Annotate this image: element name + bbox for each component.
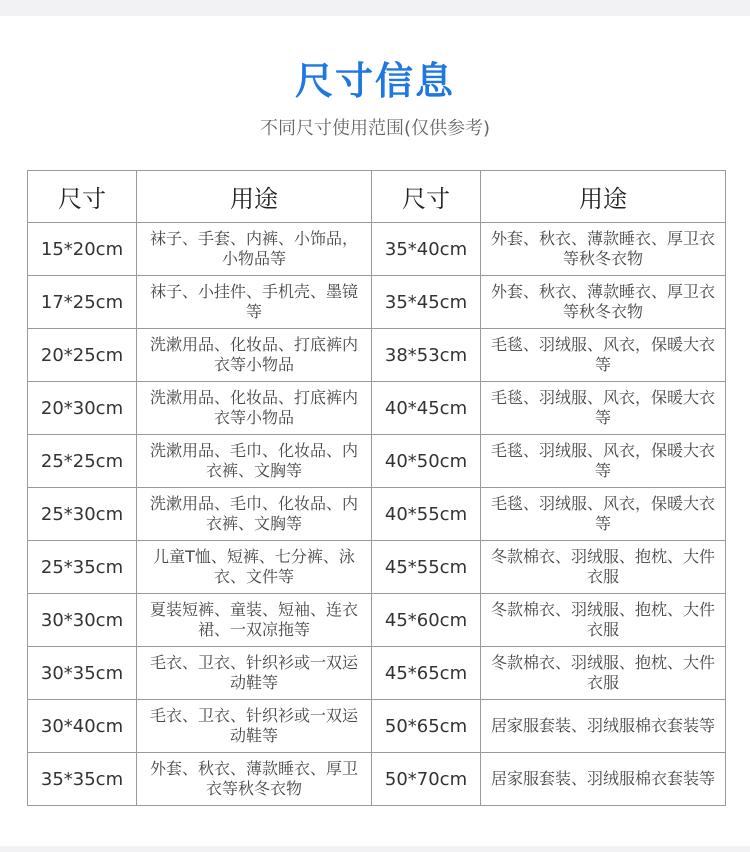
size-cell: 50*70cm [372, 753, 481, 806]
size-cell: 50*65cm [372, 700, 481, 753]
size-cell: 35*45cm [372, 276, 481, 329]
size-cell: 45*60cm [372, 594, 481, 647]
use-cell: 外套、秋衣、薄款睡衣、厚卫衣等秋冬衣物 [481, 223, 726, 276]
header-use-2: 用途 [481, 171, 726, 223]
table-row [28, 223, 726, 276]
use-cell: 洗漱用品、化妆品、打底裤内衣等小物品 [137, 329, 372, 382]
table-row [28, 541, 726, 594]
size-cell: 45*55cm [372, 541, 481, 594]
size-cell: 30*40cm [28, 700, 137, 753]
table-row [28, 647, 726, 700]
use-cell: 冬款棉衣、羽绒服、抱枕、大件衣服 [481, 647, 726, 700]
size-cell: 38*53cm [372, 329, 481, 382]
use-cell: 毛毯、羽绒服、风衣，保暖大衣等 [481, 329, 726, 382]
size-cell: 20*30cm [28, 382, 137, 435]
size-cell: 35*35cm [28, 753, 137, 806]
bottom-band [0, 846, 750, 852]
use-cell: 洗漱用品、毛巾、化妆品、内衣裤、文胸等 [137, 435, 372, 488]
header-use-1: 用途 [137, 171, 372, 223]
use-cell: 冬款棉衣、羽绒服、抱枕、大件衣服 [481, 541, 726, 594]
table-row [28, 753, 726, 806]
size-cell: 45*65cm [372, 647, 481, 700]
size-cell: 20*25cm [28, 329, 137, 382]
table-row [28, 700, 726, 753]
use-cell: 儿童T恤、短裤、七分裤、泳衣、文件等 [137, 541, 372, 594]
header-size-2: 尺寸 [372, 171, 481, 223]
size-cell: 40*50cm [372, 435, 481, 488]
use-cell: 夏装短裤、童装、短袖、连衣裙、一双凉拖等 [137, 594, 372, 647]
page-subtitle: 不同尺寸使用范围(仅供参考) [259, 118, 491, 139]
table-row [28, 435, 726, 488]
size-cell: 40*45cm [372, 382, 481, 435]
table-header-row [28, 171, 726, 223]
use-cell: 毛毯、羽绒服、风衣，保暖大衣等 [481, 435, 726, 488]
table-row [28, 488, 726, 541]
use-cell: 洗漱用品、毛巾、化妆品、内衣裤、文胸等 [137, 488, 372, 541]
use-cell: 居家服套装、羽绒服棉衣套装等 [481, 700, 726, 753]
size-cell: 30*30cm [28, 594, 137, 647]
use-cell: 袜子、手套、内裤、小饰品，小物品等 [137, 223, 372, 276]
page-title: 尺寸信息 [294, 59, 455, 103]
table-row [28, 329, 726, 382]
size-cell: 40*55cm [372, 488, 481, 541]
use-cell: 居家服套装、羽绒服棉衣套装等 [481, 753, 726, 806]
use-cell: 毛衣、卫衣、针织衫或一双运动鞋等 [137, 700, 372, 753]
header-size-1: 尺寸 [28, 171, 137, 223]
size-cell: 25*35cm [28, 541, 137, 594]
use-cell: 毛毯、羽绒服、风衣，保暖大衣等 [481, 382, 726, 435]
use-cell: 洗漱用品、化妆品、打底裤内衣等小物品 [137, 382, 372, 435]
top-band [0, 0, 750, 16]
size-cell: 25*30cm [28, 488, 137, 541]
size-cell: 35*40cm [372, 223, 481, 276]
size-cell: 30*35cm [28, 647, 137, 700]
use-cell: 外套、秋衣、薄款睡衣、厚卫衣等秋冬衣物 [481, 276, 726, 329]
size-cell: 17*25cm [28, 276, 137, 329]
table-row [28, 276, 726, 329]
size-cell: 25*25cm [28, 435, 137, 488]
size-table [27, 170, 726, 806]
table-row [28, 382, 726, 435]
size-cell: 15*20cm [28, 223, 137, 276]
use-cell: 袜子、小挂件、手机壳、墨镜等 [137, 276, 372, 329]
use-cell: 毛毯、羽绒服、风衣，保暖大衣等 [481, 488, 726, 541]
use-cell: 冬款棉衣、羽绒服、抱枕、大件衣服 [481, 594, 726, 647]
table-row [28, 594, 726, 647]
use-cell: 外套、秋衣、薄款睡衣、厚卫衣等秋冬衣物 [137, 753, 372, 806]
use-cell: 毛衣、卫衣、针织衫或一双运动鞋等 [137, 647, 372, 700]
